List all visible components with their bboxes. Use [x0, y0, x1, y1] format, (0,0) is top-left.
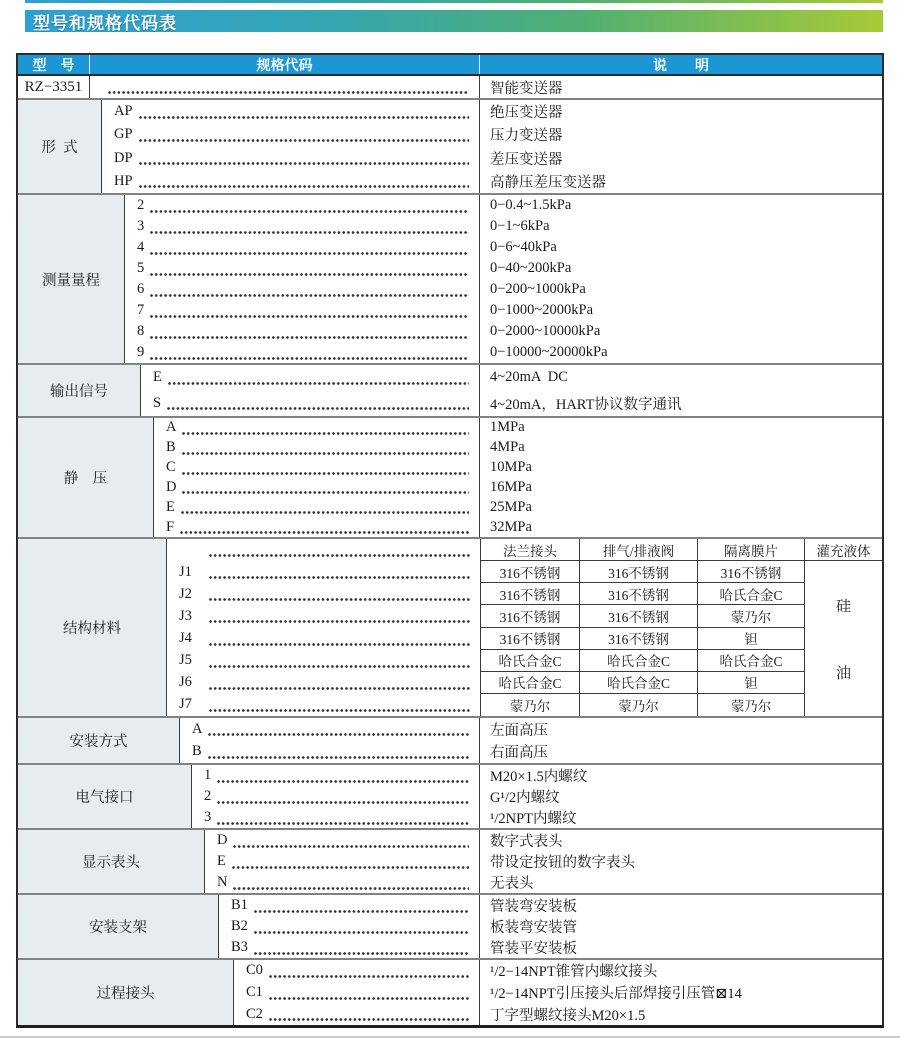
material-cell: 蒙乃尔	[580, 694, 698, 716]
section-mounting-method	[18, 718, 882, 765]
row-description: 高静压差压变送器	[490, 174, 606, 191]
table-row	[125, 216, 882, 237]
spec-code: E	[166, 498, 175, 515]
dot-leader	[217, 822, 469, 825]
spec-code: 2	[204, 788, 212, 804]
row-description: 0−1~6kPa	[490, 218, 550, 234]
spec-code: 5	[137, 260, 145, 276]
row-description: 16MPa	[490, 478, 532, 495]
table-header-row	[18, 55, 882, 76]
section-label: 形 式	[18, 100, 102, 193]
table-row	[102, 123, 882, 146]
fill-liquid-char: 油	[835, 665, 851, 682]
spec-code: J5	[179, 652, 192, 669]
spec-code: E	[153, 369, 162, 386]
materials-code-column	[167, 539, 480, 716]
section-process-connection	[18, 960, 882, 1025]
table-row	[180, 741, 882, 764]
dot-leader	[217, 801, 469, 804]
dot-leader	[254, 910, 469, 913]
section-electrical-connection	[18, 765, 882, 830]
table-row	[234, 982, 882, 1004]
row-description: 10MPa	[490, 459, 532, 476]
material-cell: 316不锈钢	[580, 583, 698, 605]
section-banner	[25, 10, 883, 32]
spec-code: J6	[179, 674, 192, 691]
section-static-pressure	[18, 418, 882, 539]
row-description: 25MPa	[490, 498, 532, 515]
spec-code: E	[217, 853, 226, 869]
section-label: 结构材料	[18, 539, 167, 716]
material-cell: 316不锈钢	[580, 561, 698, 583]
row-description: 0−2000~10000kPa	[490, 323, 601, 339]
material-cell: 蒙乃尔	[698, 605, 805, 627]
spec-code: D	[217, 832, 228, 848]
table-row	[125, 237, 882, 258]
section-label: 电气接口	[18, 765, 192, 828]
row-description: 板装弯安装管	[490, 920, 577, 936]
material-cell: 哈氏合金C	[580, 672, 698, 694]
dot-leader	[209, 709, 470, 712]
table-row	[154, 477, 882, 497]
spec-code: GP	[114, 126, 133, 143]
spec-code: 7	[137, 302, 145, 318]
table-row	[167, 650, 480, 672]
material-cell: 蒙乃尔	[481, 694, 580, 716]
spec-code-table	[16, 53, 884, 1028]
table-row	[167, 672, 480, 694]
row-description: 丁字型螺纹接头M20×1.5	[490, 1007, 646, 1024]
table-row	[219, 937, 882, 958]
section-label: 测量量程	[18, 195, 125, 363]
row-description: 带设定按钮的数字表头	[490, 855, 635, 871]
table-row	[167, 583, 480, 605]
spec-code: F	[166, 518, 175, 535]
table-row	[219, 895, 882, 916]
spec-code: 9	[137, 344, 145, 360]
row-description: ¹/2−14NPT引压接头后部焊接引压管⊠14	[490, 986, 742, 1002]
row-description: 0−200~1000kPa	[490, 281, 586, 297]
row-description: 压力变送器	[490, 128, 563, 145]
table-row	[192, 765, 882, 786]
spec-code: 4	[137, 239, 145, 255]
section-label: 输出信号	[18, 365, 141, 416]
row-description: 绝压变送器	[490, 105, 563, 122]
row-description: 1MPa	[490, 419, 525, 436]
fill-liquid-cell	[805, 561, 882, 716]
table-row	[192, 807, 882, 828]
table-row	[125, 195, 882, 216]
page-title: 型号和规格代码表	[33, 13, 177, 33]
table-row	[234, 960, 882, 982]
table-row	[102, 100, 882, 123]
dot-leader	[150, 273, 469, 276]
table-row	[125, 321, 882, 342]
section-output-signal	[18, 365, 882, 418]
dot-leader	[208, 756, 469, 759]
spec-code: 6	[137, 281, 145, 297]
material-cell: 316不锈钢	[481, 605, 580, 627]
spec-code: D	[166, 478, 177, 495]
table-row	[154, 418, 882, 438]
table-row	[205, 830, 882, 851]
spec-code: B3	[231, 939, 248, 955]
dot-leader	[269, 1018, 469, 1021]
dot-leader	[254, 931, 469, 934]
section-label: 过程接头	[18, 960, 234, 1025]
dot-leader	[139, 162, 469, 165]
dot-leader	[209, 687, 470, 690]
row-description: 无表头	[490, 876, 534, 892]
spec-code: 8	[137, 323, 145, 339]
spec-code: A	[192, 720, 203, 737]
dot-leader	[139, 139, 469, 142]
dot-leader	[209, 665, 470, 668]
dot-leader	[150, 231, 469, 234]
row-description: 管装弯安装板	[490, 899, 577, 915]
spec-code: 2	[137, 197, 145, 213]
dot-leader	[209, 643, 470, 646]
spec-code: C2	[246, 1005, 263, 1022]
model-row	[18, 76, 882, 100]
dot-leader	[181, 511, 469, 514]
spec-code: B1	[231, 897, 248, 913]
table-row	[205, 851, 882, 872]
table-row	[125, 342, 882, 363]
table-row	[205, 872, 882, 893]
table-row	[167, 561, 480, 583]
spec-code: J7	[179, 696, 192, 713]
dot-leader	[254, 952, 469, 955]
dot-leader	[108, 91, 469, 94]
spec-code: B	[192, 743, 202, 760]
dot-leader	[150, 294, 469, 297]
table-row	[167, 694, 480, 716]
dot-leader	[139, 116, 469, 119]
spec-code: S	[153, 394, 162, 411]
dot-leader	[208, 733, 469, 736]
row-description: 0−6~40kPa	[490, 239, 557, 255]
dot-leader	[209, 598, 470, 601]
top-accent-rule	[25, 0, 883, 3]
table-row	[154, 517, 882, 537]
row-description: M20×1.5内螺纹	[490, 769, 588, 785]
table-row	[102, 170, 882, 193]
spec-code: 1	[204, 767, 212, 783]
model-number: RZ−3351	[18, 76, 90, 98]
column-header-model: 型 号	[18, 55, 90, 74]
dot-leader	[150, 336, 469, 339]
dot-leader	[209, 620, 470, 623]
table-row	[125, 258, 882, 279]
table-row	[154, 438, 882, 458]
dot-leader	[182, 491, 469, 494]
row-description: 智能变送器	[490, 80, 563, 97]
dot-leader	[150, 315, 469, 318]
row-description: ¹/2−14NPT锥管内螺纹接头	[490, 964, 658, 981]
dot-leader	[167, 407, 469, 410]
material-cell: 蒙乃尔	[698, 694, 805, 716]
section-label: 安装方式	[18, 718, 180, 763]
table-row	[219, 916, 882, 937]
spec-code: J3	[179, 607, 192, 624]
row-description: 4~20mA，HART协议数字通讯	[490, 396, 682, 413]
table-row	[167, 539, 480, 561]
dot-leader	[233, 887, 469, 890]
dot-leader	[232, 866, 469, 869]
section-mounting-bracket	[18, 895, 882, 960]
subtable-header: 灌充液体	[805, 539, 882, 561]
table-row	[167, 605, 480, 627]
row-description: 左面高压	[490, 722, 548, 739]
spec-code: J1	[179, 563, 192, 580]
table-row	[90, 76, 882, 98]
spec-code: J4	[179, 630, 192, 647]
dot-leader	[209, 554, 470, 557]
spec-code: B2	[231, 918, 248, 934]
materials-subtable	[480, 539, 882, 716]
material-cell: 316不锈钢	[481, 561, 580, 583]
table-row	[141, 365, 882, 391]
row-description: 32MPa	[490, 518, 532, 535]
spec-code: C	[166, 459, 176, 476]
spec-code: B	[166, 439, 176, 456]
fill-liquid-char: 硅	[835, 598, 851, 615]
section-label: 安装支架	[18, 895, 219, 958]
spec-code: HP	[114, 172, 133, 189]
spec-code: 3	[137, 218, 145, 234]
material-cell: 316不锈钢	[698, 561, 805, 583]
row-description: ¹/2NPT内螺纹	[490, 811, 577, 827]
spec-code: DP	[114, 149, 133, 166]
material-cell: 钽	[698, 628, 805, 650]
material-cell: 316不锈钢	[481, 583, 580, 605]
dot-leader	[150, 357, 469, 360]
material-cell: 哈氏合金C	[481, 650, 580, 672]
spec-code: 3	[204, 809, 212, 825]
subtable-header: 隔离膜片	[698, 539, 805, 561]
material-cell: 钽	[698, 672, 805, 694]
table-row	[125, 300, 882, 321]
section-label: 显示表头	[18, 830, 205, 893]
dot-leader	[139, 185, 469, 188]
row-description: 差压变送器	[490, 151, 563, 168]
table-row	[125, 279, 882, 300]
spec-code: AP	[114, 103, 133, 120]
table-row	[180, 718, 882, 741]
section-display-head	[18, 830, 882, 895]
dot-leader	[168, 382, 469, 385]
material-cell: 316不锈钢	[580, 628, 698, 650]
column-header-spec-code: 规格代码	[90, 55, 480, 74]
row-description: 4~20mA DC	[490, 369, 568, 386]
table-row	[192, 786, 882, 807]
column-header-description: 说 明	[653, 56, 709, 73]
row-description: 右面高压	[490, 745, 548, 762]
material-cell: 316不锈钢	[481, 628, 580, 650]
dot-leader	[269, 975, 469, 978]
table-row	[102, 147, 882, 170]
dot-leader	[182, 432, 469, 435]
subtable-header: 排气/排液阀	[580, 539, 698, 561]
spec-code: J2	[179, 585, 192, 602]
table-row	[234, 1003, 882, 1025]
row-description: 0−0.4~1.5kPa	[490, 197, 572, 213]
material-cell: 316不锈钢	[580, 605, 698, 627]
spec-code: C0	[246, 962, 263, 979]
section-form-type	[18, 100, 882, 195]
subtable-header: 法兰接头	[481, 539, 580, 561]
spec-code: C1	[246, 984, 263, 1000]
dot-leader	[182, 472, 469, 475]
row-description: 管装平安装板	[490, 941, 577, 957]
dot-leader	[209, 576, 470, 579]
row-description: 4MPa	[490, 439, 525, 456]
table-row	[167, 628, 480, 650]
dot-leader	[182, 452, 469, 455]
spec-code: A	[166, 419, 177, 436]
spec-code: N	[217, 874, 228, 890]
dot-leader	[180, 531, 469, 534]
material-cell: 哈氏合金C	[481, 672, 580, 694]
section-label: 静 压	[18, 418, 154, 537]
material-cell: 哈氏合金C	[580, 650, 698, 672]
section-structural-materials	[18, 539, 882, 718]
dot-leader	[150, 252, 469, 255]
section-measuring-range	[18, 195, 882, 365]
row-description: 0−10000~20000kPa	[490, 344, 608, 360]
table-row	[154, 497, 882, 517]
material-cell: 哈氏合金C	[698, 583, 805, 605]
row-description: 数字式表头	[490, 834, 563, 850]
dot-leader	[233, 845, 469, 848]
dot-leader	[217, 780, 469, 783]
row-description: 0−1000~2000kPa	[490, 302, 594, 318]
row-description: G¹/2内螺纹	[490, 790, 560, 806]
row-description: 0−40~200kPa	[490, 260, 572, 276]
table-row	[154, 458, 882, 478]
dot-leader	[269, 997, 469, 1000]
table-row	[141, 391, 882, 417]
dot-leader	[150, 210, 469, 213]
material-cell: 哈氏合金C	[698, 650, 805, 672]
